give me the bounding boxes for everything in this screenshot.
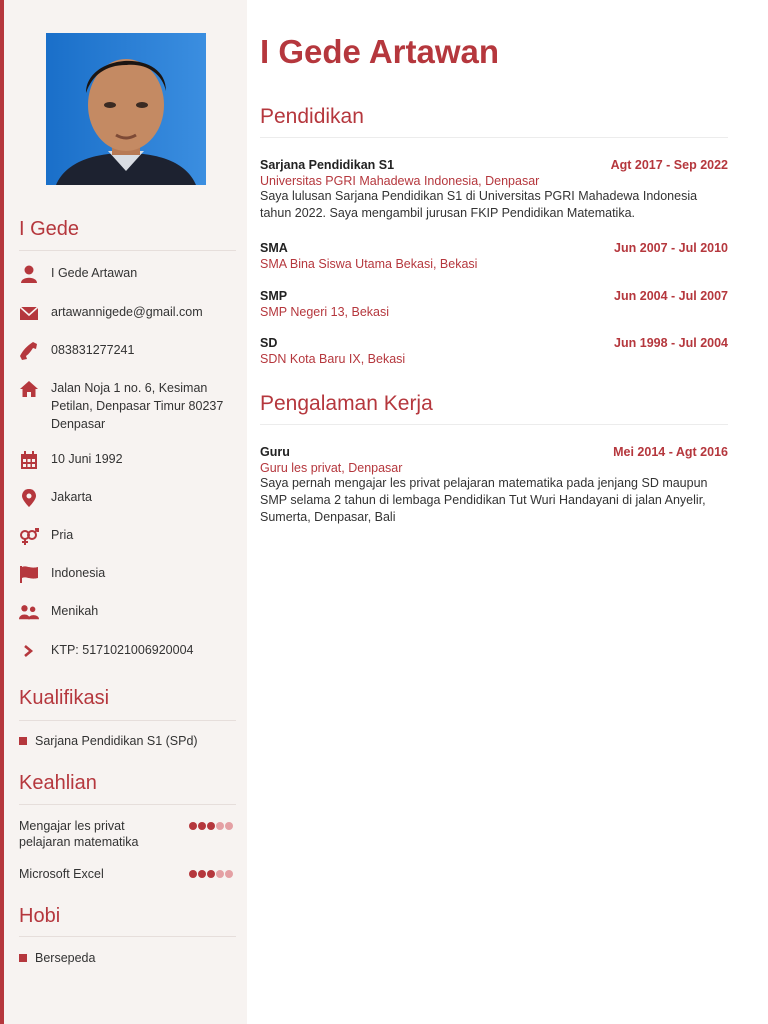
gender-icon <box>19 526 39 546</box>
education-entry <box>260 158 728 222</box>
rating-dot-empty <box>216 870 224 878</box>
location-pin-icon <box>19 488 39 508</box>
page-title: I Gede Artawan <box>260 33 500 70</box>
divider <box>260 424 728 425</box>
entry-date: Mei 2014 - Agt 2016 <box>613 445 728 459</box>
flag-icon <box>19 564 39 584</box>
rating-dot-filled <box>207 870 215 878</box>
rating-dot-filled <box>198 870 206 878</box>
entry-institution: Universitas PGRI Mahadewa Indonesia, Denpasar <box>260 174 540 188</box>
entry-title: SD <box>260 336 278 350</box>
entry-title: Sarjana Pendidikan S1 <box>260 158 395 172</box>
qualification-item: Sarjana Pendidikan S1 (SPd) <box>19 734 198 748</box>
hobby-item: Bersepeda <box>19 951 95 965</box>
skill-rating <box>188 818 233 834</box>
skill-item: Mengajar les privat pelajaran matematika <box>19 818 239 850</box>
skills-heading: Keahlian <box>19 772 97 794</box>
work-entry <box>260 445 728 526</box>
sidebar-name-heading: I Gede <box>19 218 80 240</box>
divider <box>19 936 236 937</box>
education-heading: Pendidikan <box>260 105 364 128</box>
entry-description: Saya pernah mengajar les privat pelajaran matematika pada jenjang SD maupun SMP selama 2 tahun di lembaga Pendidikan Tut Wuri Handayani di jalan Anyelir, Sumerta, Denpasar, Bali <box>260 476 708 524</box>
entry-date: Jun 2007 - Jul 2010 <box>614 241 728 255</box>
phone-icon <box>19 341 39 361</box>
education-entry <box>260 241 728 271</box>
user-icon <box>19 264 39 284</box>
profile-photo <box>46 33 206 185</box>
home-icon <box>19 379 39 399</box>
entry-title: SMP <box>260 289 288 303</box>
entry-title: SMA <box>260 241 288 255</box>
education-entry <box>260 289 728 319</box>
rating-dot-empty <box>225 822 233 830</box>
education-entry <box>260 336 728 366</box>
mail-icon <box>19 303 39 323</box>
entry-institution: SMA Bina Siswa Utama Bekasi, Bekasi <box>260 257 478 271</box>
rating-dot-empty <box>216 822 224 830</box>
entry-employer: Guru les privat, Denpasar <box>260 461 403 475</box>
sidebar: I Gede I Gede Artawan artawannigede@gmail.com 083831277241 Jalan Noja 1 no. 6, Kesiman Petilan, Denpasar Timur 80237 Denpasar 10 Juni 1992 Jakarta Pria Indonesia Menikah KTP: 5171021006920004 Kualifikasi Sarjana Pendidikan S1 (SPd) Keahlian Mengajar les privat pelajaran matematika Microsoft Excel Hobi Bersepeda <box>4 0 247 1024</box>
entry-date: Agt 2017 - Sep 2022 <box>610 158 728 172</box>
rating-dot-filled <box>198 822 206 830</box>
users-icon <box>19 602 39 622</box>
entry-date: Jun 2004 - Jul 2007 <box>614 289 728 303</box>
rating-dot-empty <box>225 870 233 878</box>
work-heading: Pengalaman Kerja <box>260 392 433 415</box>
entry-institution: SDN Kota Baru IX, Bekasi <box>260 352 406 366</box>
divider <box>19 250 236 251</box>
rating-dot-filled <box>207 822 215 830</box>
square-bullet-icon <box>19 737 27 745</box>
rating-dot-filled <box>189 870 197 878</box>
entry-date: Jun 1998 - Jul 2004 <box>614 336 728 350</box>
skill-rating <box>188 866 233 882</box>
divider <box>19 720 236 721</box>
entry-title: Guru <box>260 445 290 459</box>
qualifications-heading: Kualifikasi <box>19 687 110 709</box>
entry-description: Saya lulusan Sarjana Pendidikan S1 di Universitas PGRI Mahadewa Indonesia tahun 2022. Saya mengambil jurusan FKIP Pendidikan Matematika. <box>260 189 698 220</box>
divider <box>19 804 236 805</box>
calendar-icon <box>19 450 39 470</box>
square-bullet-icon <box>19 954 27 962</box>
skill-item: Microsoft Excel <box>19 866 239 882</box>
entry-institution: SMP Negeri 13, Bekasi <box>260 305 389 319</box>
hobbies-heading: Hobi <box>19 905 61 927</box>
divider <box>260 137 728 138</box>
chevron-right-icon <box>19 641 39 661</box>
rating-dot-filled <box>189 822 197 830</box>
